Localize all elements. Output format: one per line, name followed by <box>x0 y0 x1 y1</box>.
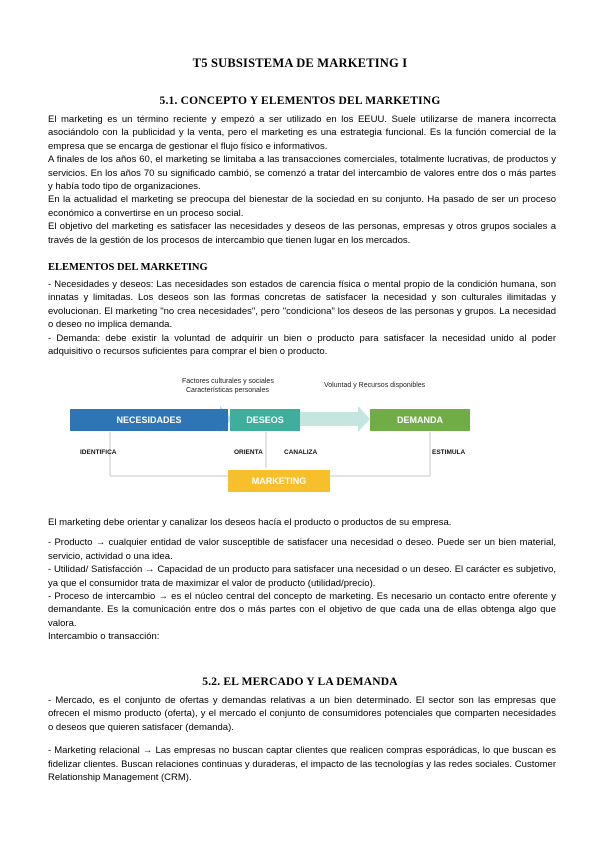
box-demanda: DEMANDA <box>370 409 470 431</box>
document-title: T5 SUBSISTEMA DE MARKETING I <box>192 56 408 70</box>
diagram-label-estimula: ESTIMULA <box>432 449 466 456</box>
paragraph: - Proceso de intercambio → es el núcleo central del concepto de marketing. Es necesario un contacto entre oferente y demandante. Es la comunicación entre dos o más partes con el objetivo de que cada una de ellas obtenga algo que valora. <box>48 591 556 629</box>
paragraph: Intercambio o transacción: <box>48 631 160 643</box>
box-necesidades: NECESIDADES <box>70 409 228 431</box>
arrow-shape <box>300 406 370 432</box>
paragraph: - Demanda: debe existir la voluntad de adquirir un bien o producto para satisfacer la necesidad unido al poder adquisitivo o recursos suficientes para comprar el bien o producto. <box>48 332 556 358</box>
section2-body <box>48 694 556 784</box>
section-heading-concepto: 5.1. CONCEPTO Y ELEMENTOS DEL MARKETING <box>159 95 441 107</box>
spacer <box>48 529 556 536</box>
paragraph: - Necesidades y deseos: Las necesidades son estados de carencia física o mental propio de la condición humana, son innatas y limitadas. Los deseos son las formas concretas de satisfacer la necesidad y son culturales ilimitadas y evolucionan. El marketing "no crea necesidades", pero "condiciona" los deseos de las personas y grupos. La necesidad o deseo no implica demanda. <box>48 279 556 331</box>
paragraph: El objetivo del marketing es satisfacer las necesidades y deseos de las personas, empresas y otros grupos sociales a través de la gestión de los procesos de intercambio que tienen lugar en los mercados. <box>48 221 556 246</box>
diagram-label-canaliza: CANALIZA <box>284 449 318 456</box>
section-heading-mercado: 5.2. EL MERCADO Y LA DEMANDA <box>202 676 398 688</box>
diagram-label-voluntad: Voluntad y Recursos disponibles <box>324 382 426 389</box>
diagram-label-factores: Factores culturales y sociales <box>182 378 274 385</box>
section1-body <box>48 113 556 247</box>
paragraph: A finales de los años 60, el marketing se limitaba a las transacciones comerciales, totalmente lucrativas, de productos y servicios. En los años 70 su significado cambió, se comenzó a tratar del intercambio de valores entre dos o más partes y había todo tipo de organizaciones. <box>48 154 556 193</box>
diagram-label-caracteristicas: Características personales <box>186 387 269 394</box>
paragraph: El marketing debe orientar y canalizar los deseos hacía el producto o productos de su empresa. <box>48 517 452 528</box>
box-marketing: MARKETING <box>228 470 330 492</box>
section1b-body <box>48 516 556 644</box>
diagram-label-identifica: IDENTIFICA <box>80 449 117 456</box>
section-heading-elementos: ELEMENTOS DEL MARKETING <box>48 262 208 273</box>
paragraph: - Utilidad/ Satisfacción → Capacidad de un producto para satisfacer una necesidad o un deseo. El carácter es subjetivo, ya que el consumidor trata de maximizar el valor de producto (utilidad/precio). <box>48 564 556 589</box>
diagram-label-orienta: ORIENTA <box>234 449 263 456</box>
paragraph: El marketing es un término reciente y empezó a ser utilizado en los EEUU. Suele utilizarse de manera incorrecta asociándolo con la publicidad y la venta, pero el marketing es una estrategia funcional. Es la función comercial de la empresa que se encarga de gestionar el flujo físico e informativos. <box>48 114 556 152</box>
spacer <box>48 734 556 744</box>
paragraph: - Mercado, es el conjunto de ofertas y demandas relativas a un bien determinado. El sector son las empresas que ofrecen el mismo producto (oferta), y el mercado el conjunto de consumidores potenciales que comparten necesidades o deseos que quieren satisfacer (demanda). <box>48 695 556 733</box>
paragraph: - Producto → cualquier entidad de valor susceptible de satisfacer una necesidad o deseo. Puede ser un bien material, servicio, actividad o una idea. <box>48 537 556 562</box>
elements-body <box>48 278 556 358</box>
paragraph: En la actualidad el marketing se preocupa del bienestar de la sociedad en su conjunto. Ha pasado de ser un proceso económico a convertirse en un proceso social. <box>48 194 556 219</box>
paragraph: - Marketing relacional → Las empresas no buscan captar clientes que realicen compras esporádicas, lo que buscan es fidelizar clientes. Buscan relaciones continuas y duraderas, el impacto de las tecnologías y las redes sociales. Customer Relationship Management (CRM). <box>48 745 556 784</box>
box-deseos: DESEOS <box>230 409 300 431</box>
marketing-flow-diagram <box>70 372 540 498</box>
